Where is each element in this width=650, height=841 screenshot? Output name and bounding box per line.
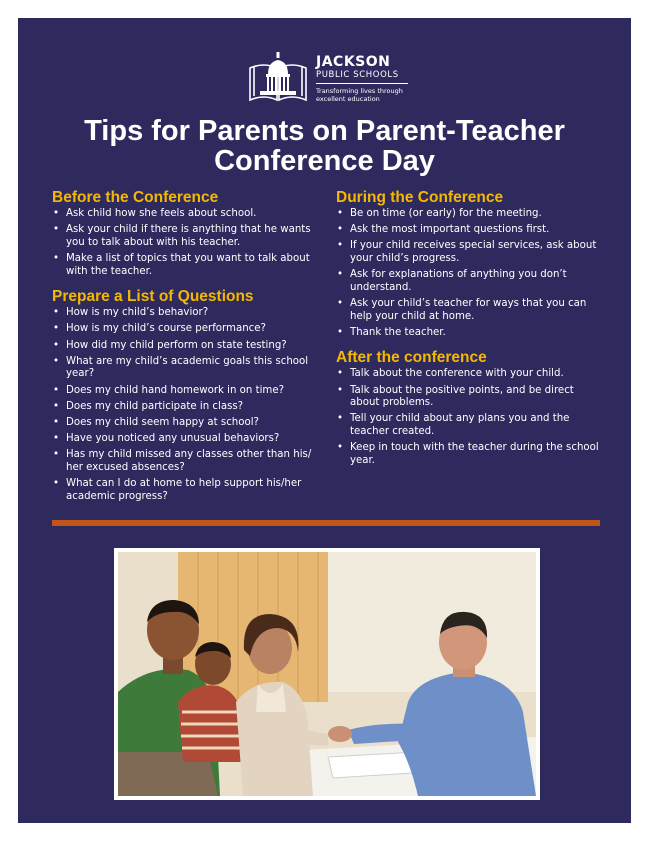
logo-text	[316, 54, 408, 103]
during-heading: During the Conference	[336, 189, 504, 206]
list-item: • Ask for explanations of anything you don’t understand.	[336, 269, 606, 294]
list-item: • How did my child perform on state testing?	[52, 340, 324, 353]
list-item: • How is my child’s behavior?	[52, 307, 324, 320]
after-heading: After the conference	[336, 349, 487, 367]
list-item: • What are my child’s academic goals this school year?	[52, 356, 324, 381]
list-item: • Talk about the conference with your child.	[336, 368, 606, 381]
list-item: • How is my child’s course performance?	[52, 323, 324, 336]
logo-tagline-1: Transforming lives through	[316, 87, 403, 95]
flyer	[18, 18, 631, 823]
list-item: • Talk about the positive points, and be direct about problems.	[336, 385, 606, 410]
title-line-2: Conference Day	[214, 145, 435, 177]
parents-teacher-handshake-photo	[114, 548, 540, 800]
list-item: • Be on time (or early) for the meeting.	[336, 208, 606, 221]
page-title	[18, 116, 631, 176]
list-item: • What can I do at home to help support his/her academic progress?	[52, 478, 324, 503]
list-item: • Does my child hand homework in on time?	[52, 385, 324, 398]
list-item: • Has my child missed any classes other than his/ her excused absences?	[52, 449, 324, 474]
list-item: • Ask the most important questions first.	[336, 224, 606, 237]
logo-tagline-2: excellent education	[316, 95, 380, 103]
logo-rule	[316, 83, 408, 84]
logo-name: JACKSON	[316, 54, 391, 70]
before-heading: Before the Conference	[52, 189, 219, 206]
during-list	[336, 208, 606, 339]
after-list	[336, 368, 606, 467]
before-list	[52, 208, 324, 278]
list-item: • Make a list of topics that you want to talk about with the teacher.	[52, 253, 324, 278]
right-column	[336, 189, 606, 477]
school-logo	[246, 50, 436, 120]
questions-list	[52, 307, 324, 503]
list-item: • Does my child participate in class?	[52, 401, 324, 414]
capitol-book-icon	[246, 50, 310, 106]
list-item: • Does my child seem happy at school?	[52, 417, 324, 430]
list-item: • If your child receives special services, ask about your child’s progress.	[336, 240, 606, 265]
list-item: • Tell your child about any plans you and the teacher created.	[336, 413, 606, 438]
list-item: • Keep in touch with the teacher during the school year.	[336, 442, 606, 467]
logo-subtitle: PUBLIC SCHOOLS	[316, 70, 399, 80]
questions-heading: Prepare a List of Questions	[52, 288, 254, 306]
list-item: • Ask your child if there is anything that he wants you to talk about with his teacher.	[52, 224, 324, 249]
list-item: • Ask your child’s teacher for ways that you can help your child at home.	[336, 298, 606, 323]
list-item: • Ask child how she feels about school.	[52, 208, 324, 221]
left-column	[52, 189, 324, 513]
list-item: • Thank the teacher.	[336, 327, 606, 340]
section-divider	[52, 520, 600, 526]
list-item: • Have you noticed any unusual behaviors?	[52, 433, 324, 446]
title-line-1: Tips for Parents on Parent-Teacher	[84, 115, 565, 147]
